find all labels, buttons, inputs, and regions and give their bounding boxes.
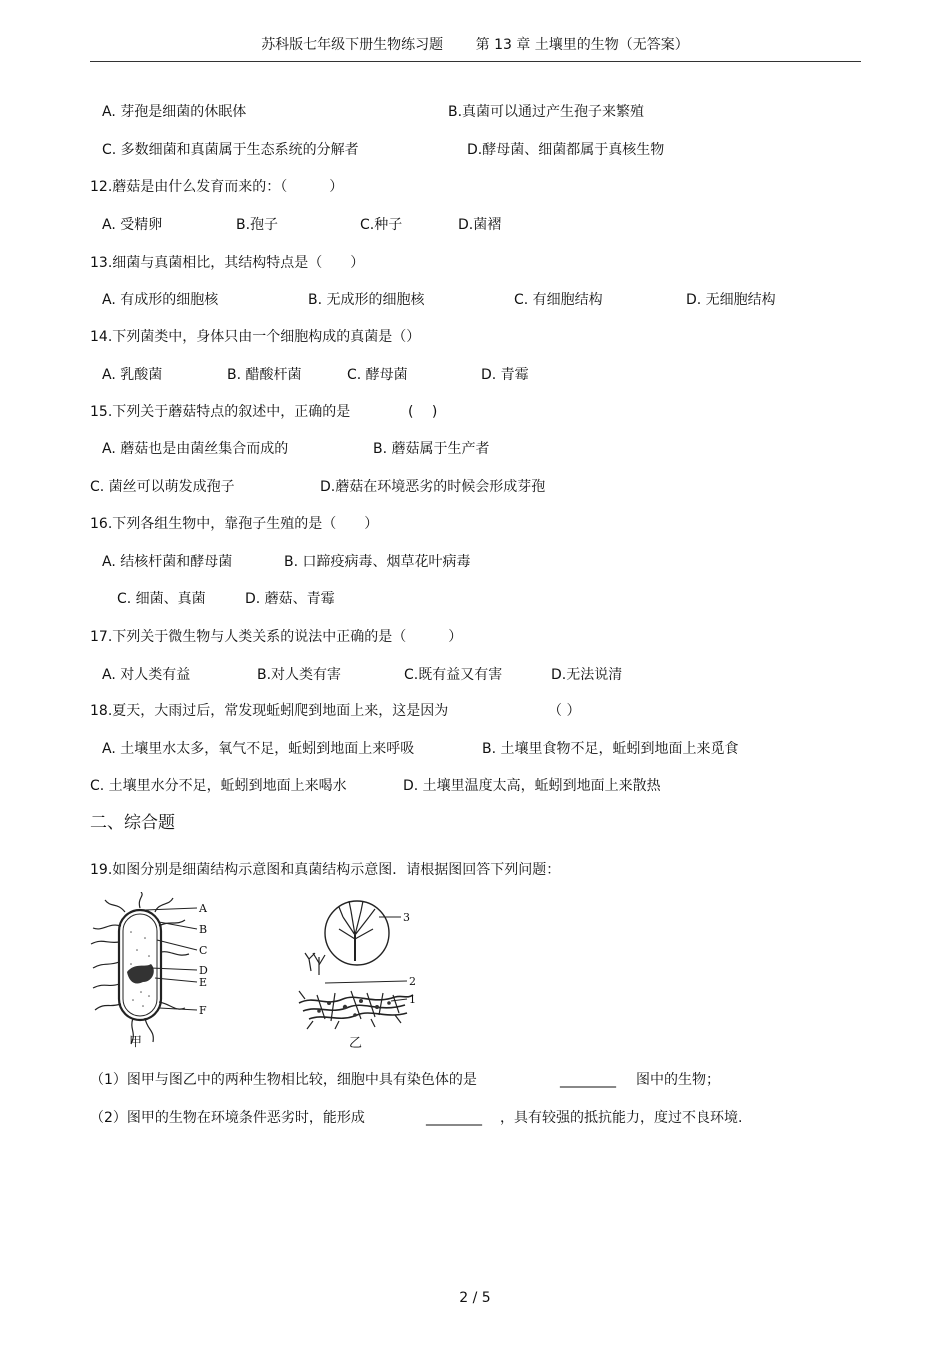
fig-a-label-d: D bbox=[199, 964, 208, 977]
q18-stem: 18.夏天，大雨过后，常发现蚯蚓爬到地面上来，这是因为 bbox=[90, 703, 449, 719]
header-rule bbox=[90, 61, 861, 62]
q19-sub2-blank[interactable]: ________ bbox=[426, 1110, 482, 1126]
q15-option-a: A. 蘑菇也是由菌丝集合而成的 bbox=[102, 441, 289, 457]
q16-option-a: A. 结核杆菌和酵母菌 bbox=[102, 554, 233, 570]
q14-option-b: B. 醋酸杆菌 bbox=[227, 367, 302, 383]
fig-a-label-f: F bbox=[199, 1004, 207, 1017]
header-title: 苏科版七年级下册生物练习题 bbox=[261, 37, 444, 53]
q12-option-a: A. 受精卵 bbox=[102, 217, 163, 233]
fig-b-label-3: 3 bbox=[403, 911, 410, 924]
q16-stem: 16.下列各组生物中，靠孢子生殖的是（ ） bbox=[90, 516, 379, 532]
q14-option-c: C. 酵母菌 bbox=[347, 367, 408, 383]
q11-option-b: B.真菌可以通过产生孢子来繁殖 bbox=[448, 104, 645, 120]
q19-sub2-suffix: ，具有较强的抵抗能力，度过不良环境. bbox=[500, 1110, 743, 1126]
q18-option-a: A. 土壤里水太多，氧气不足，蚯蚓到地面上来呼吸 bbox=[102, 741, 415, 757]
header-chapter: 第 13 章 土壤里的生物（无答案） bbox=[475, 37, 689, 53]
q17-stem: 17.下列关于微生物与人类关系的说法中正确的是（ ） bbox=[90, 629, 463, 645]
q17-option-d: D.无法说清 bbox=[551, 667, 623, 683]
fig-a-label-c: C bbox=[199, 944, 208, 957]
q11-option-c: C. 多数细菌和真菌属于生态系统的分解者 bbox=[102, 142, 359, 158]
q15-option-d: D.蘑菇在环境恶劣的时候会形成芽孢 bbox=[320, 479, 546, 495]
fig-b-label-1: 1 bbox=[409, 993, 416, 1006]
fungus-structure-figure bbox=[295, 895, 430, 1055]
q17-option-a: A. 对人类有益 bbox=[102, 667, 191, 683]
q19-sub1-suffix: 图中的生物； bbox=[636, 1072, 720, 1088]
q18-paren: （ ） bbox=[548, 703, 581, 719]
page-header bbox=[0, 38, 950, 52]
q17-option-c: C.既有益又有害 bbox=[404, 667, 503, 683]
q13-option-a: A. 有成形的细胞核 bbox=[102, 292, 219, 308]
q15-option-c: C. 菌丝可以萌发成孢子 bbox=[90, 479, 235, 495]
q13-option-c: C. 有细胞结构 bbox=[514, 292, 603, 308]
fig-a-label-a: A bbox=[199, 902, 207, 915]
q14-option-a: A. 乳酸菌 bbox=[102, 367, 163, 383]
q16-option-c: C. 细菌、真菌 bbox=[117, 591, 206, 607]
q11-option-a: A. 芽孢是细菌的休眠体 bbox=[102, 104, 247, 120]
q14-stem: 14.下列菌类中，身体只由一个细胞构成的真菌是（） bbox=[90, 329, 421, 345]
q16-option-b: B. 口蹄疫病毒、烟草花叶病毒 bbox=[284, 554, 471, 570]
q18-option-c: C. 土壤里水分不足，蚯蚓到地面上来喝水 bbox=[90, 778, 347, 794]
fig-b-label-2: 2 bbox=[409, 975, 416, 988]
section-title: 二、综合题 bbox=[90, 813, 175, 833]
page-number: 2 / 5 bbox=[459, 1290, 491, 1306]
fig-b-caption: 乙 bbox=[349, 1036, 363, 1051]
q15-option-b: B. 蘑菇属于生产者 bbox=[373, 441, 490, 457]
q14-option-d: D. 青霉 bbox=[481, 367, 529, 383]
q11-option-d: D.酵母菌、细菌都属于真核生物 bbox=[467, 142, 665, 158]
q15-stem: 15.下列关于蘑菇特点的叙述中，正确的是 bbox=[90, 404, 351, 420]
q12-option-d: D.菌褶 bbox=[458, 217, 502, 233]
bacteria-structure-figure bbox=[85, 892, 225, 1052]
q12-stem: 12.蘑菇是由什么发育而来的：（ ） bbox=[90, 179, 344, 195]
q18-option-b: B. 土壤里食物不足，蚯蚓到地面上来觅食 bbox=[482, 741, 739, 757]
q18-option-d: D. 土壤里温度太高，蚯蚓到地面上来散热 bbox=[403, 778, 661, 794]
q12-option-c: C.种子 bbox=[360, 217, 403, 233]
q17-option-b: B.对人类有害 bbox=[257, 667, 342, 683]
q19-sub1-text: （1）图甲与图乙中的两种生物相比较，细胞中具有染色体的是 bbox=[90, 1072, 477, 1088]
q13-stem: 13.细菌与真菌相比，其结构特点是（ ） bbox=[90, 255, 365, 271]
q13-option-b: B. 无成形的细胞核 bbox=[308, 292, 425, 308]
q16-option-d: D. 蘑菇、青霉 bbox=[245, 591, 335, 607]
q15-paren: ( ) bbox=[408, 404, 438, 420]
q19-sub2-text: （2）图甲的生物在环境条件恶劣时，能形成 bbox=[90, 1110, 365, 1126]
fig-a-caption: 甲 bbox=[129, 1035, 143, 1050]
q19-sub1-blank[interactable]: ________ bbox=[560, 1072, 616, 1088]
q19-stem: 19.如图分别是细菌结构示意图和真菌结构示意图．请根据图回答下列问题： bbox=[90, 862, 561, 878]
q12-option-b: B.孢子 bbox=[236, 217, 279, 233]
q13-option-d: D. 无细胞结构 bbox=[686, 292, 776, 308]
fig-a-label-b: B bbox=[199, 923, 208, 936]
fig-a-label-e: E bbox=[199, 976, 208, 989]
